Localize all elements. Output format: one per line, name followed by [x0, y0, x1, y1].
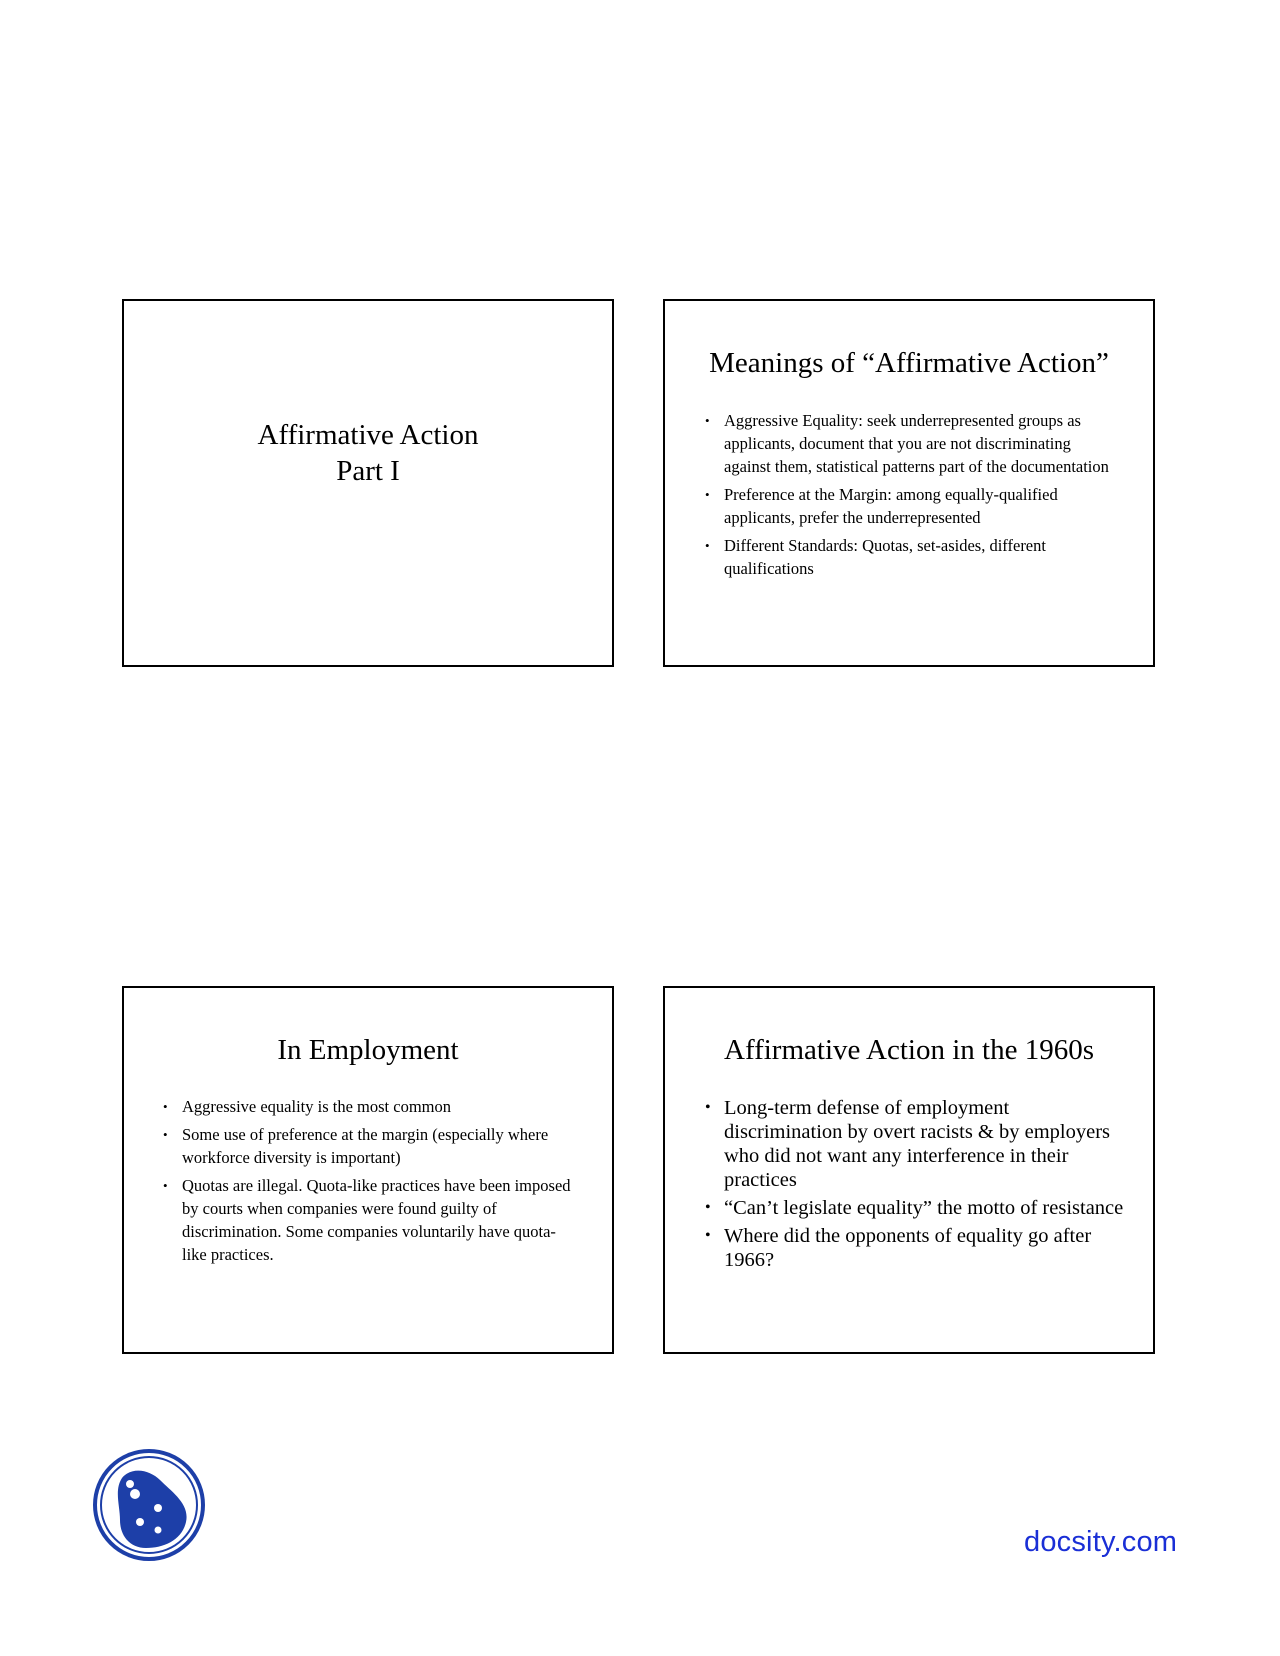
slide-1960s	[663, 986, 1155, 1354]
slide-title-card	[122, 299, 614, 667]
bullet-list	[163, 1095, 575, 1271]
bullet-item: • Aggressive Equality: seek underrepresented groups as applicants, document that you are not discriminating against them, statistical patterns part of the documentation	[705, 409, 1115, 478]
bullet-item: • Different Standards: Quotas, set-asides, different qualifications	[705, 534, 1115, 580]
presentation-title-line-1: Affirmative Action	[257, 419, 479, 451]
slide-meanings	[663, 299, 1155, 667]
bullet-item: • Preference at the Margin: among equally-qualified applicants, prefer the underrepresented	[705, 483, 1115, 529]
bullet-item: • Some use of preference at the margin (especially where workforce diversity is important)	[163, 1123, 575, 1169]
presentation-title	[124, 417, 612, 489]
bullet-list	[705, 409, 1115, 585]
bullet-item: • Where did the opponents of equality go after 1966?	[705, 1224, 1125, 1272]
bullet-list	[705, 1096, 1125, 1276]
presentation-title-line-2: Part I	[336, 455, 400, 487]
bullet-item: • Aggressive equality is the most common	[163, 1095, 575, 1118]
docsity-link[interactable]: docsity.com	[1024, 1526, 1178, 1558]
slide-title: In Employment	[277, 1034, 459, 1066]
bullet-item: • Quotas are illegal. Quota-like practices have been imposed by courts when companies were found guilty of discrimination. Some companies voluntarily have quota-like practices.	[163, 1174, 575, 1266]
docsity-logo-icon	[92, 1448, 206, 1562]
slide-in-employment	[122, 986, 614, 1354]
slide-title: Meanings of “Affirmative Action”	[709, 347, 1109, 379]
slide-title: Affirmative Action in the 1960s	[724, 1034, 1094, 1066]
bullet-item: • Long-term defense of employment discrimination by overt racists & by employers who did not want any interference in their practices	[705, 1096, 1125, 1192]
bullet-item: • “Can’t legislate equality” the motto of resistance	[705, 1196, 1125, 1220]
